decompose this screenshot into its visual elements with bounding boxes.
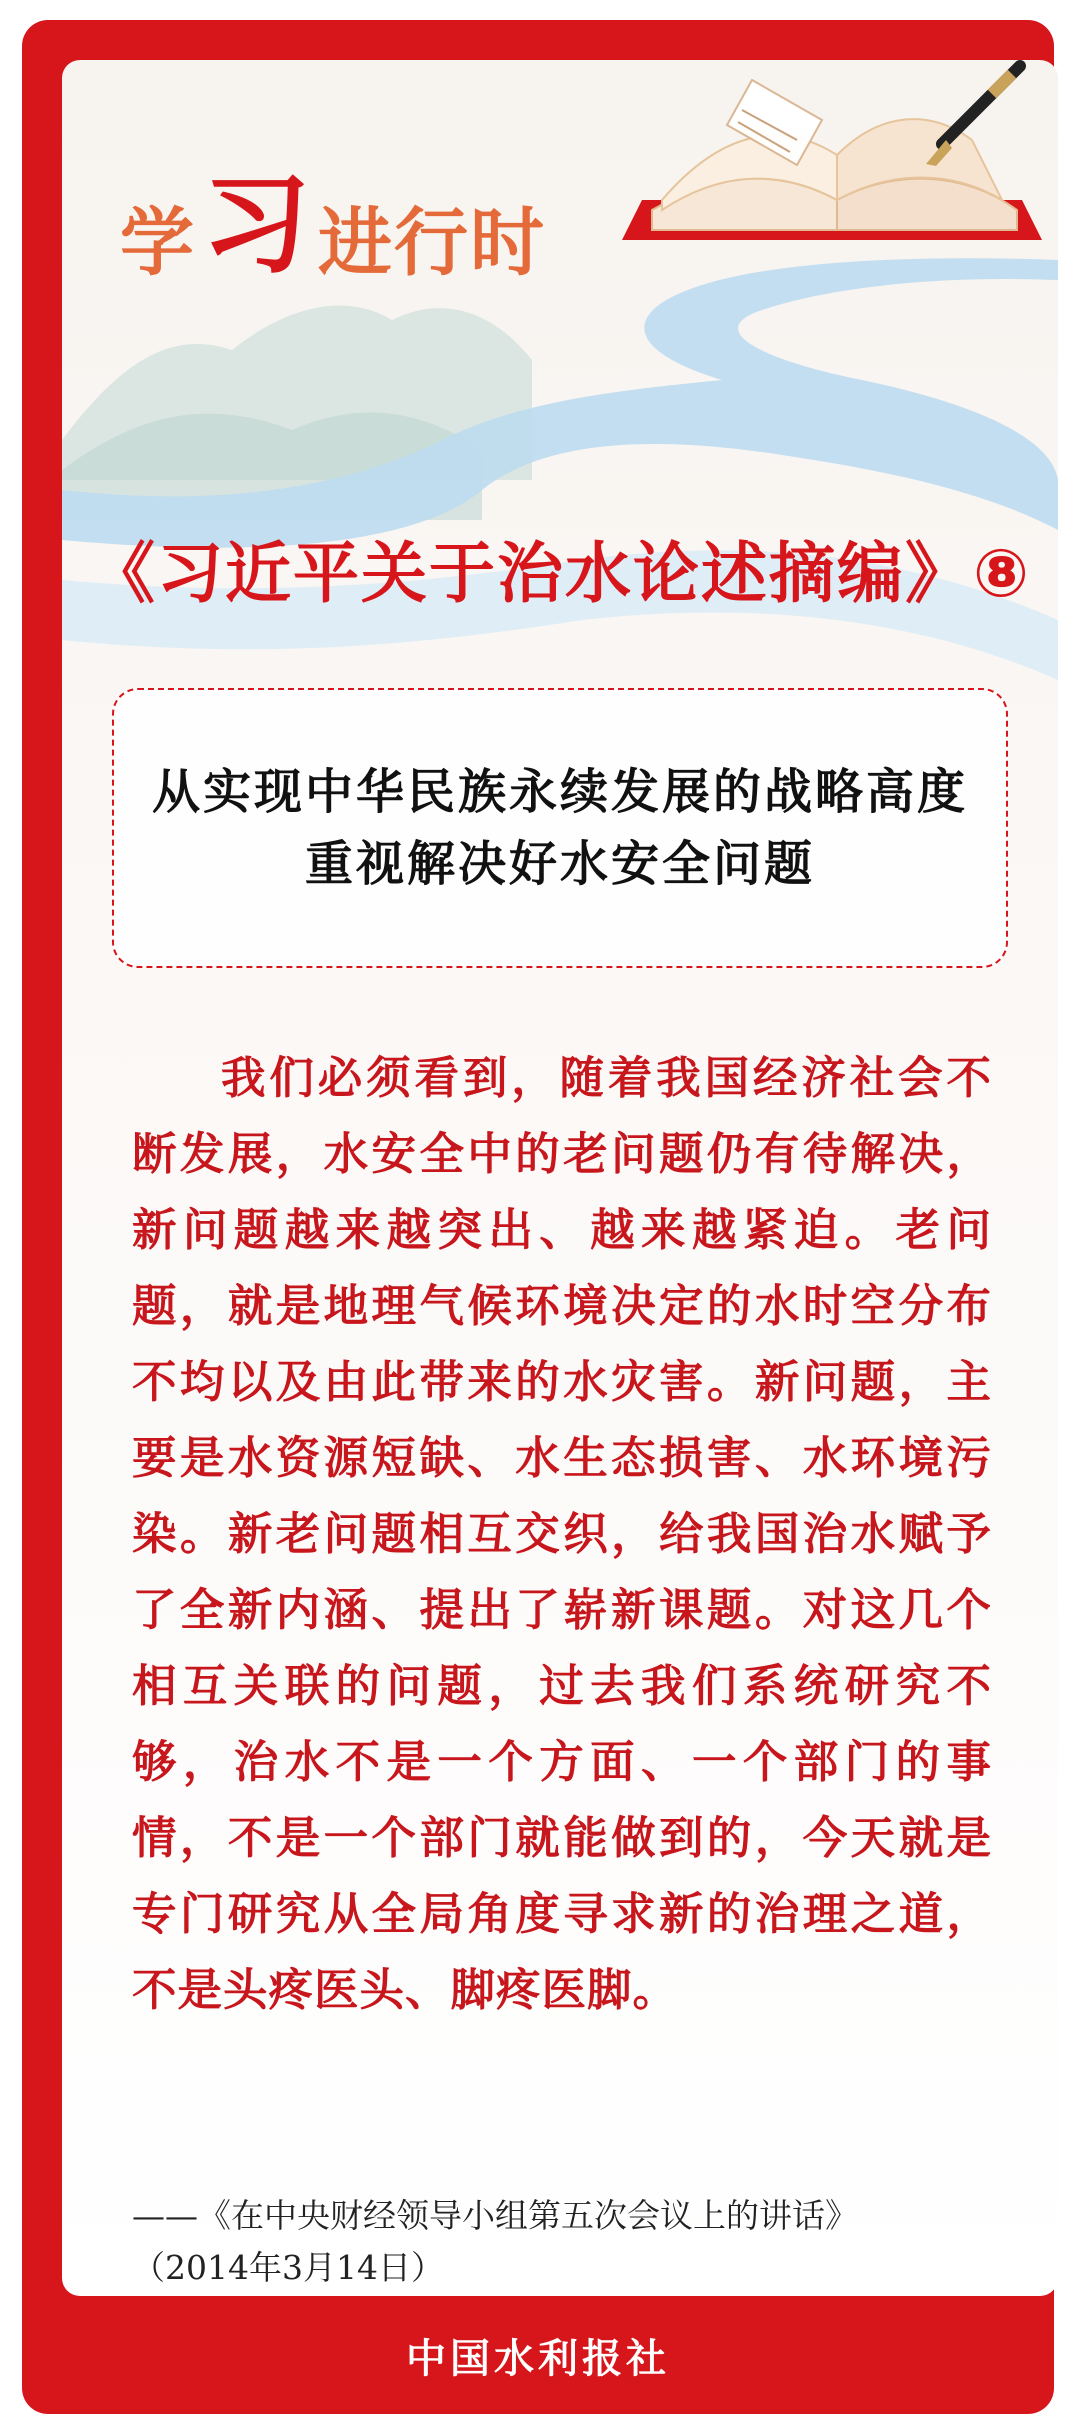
brand-char-highlight: 习 — [202, 163, 313, 288]
brand-char: 学 — [120, 200, 196, 286]
headline-box — [112, 688, 1008, 968]
source-citation — [132, 2190, 1012, 2294]
source-title: ——《在中央财经领导小组第五次会议上的讲话》 — [132, 2196, 858, 2235]
column-brand-logo — [120, 160, 547, 288]
poster-content — [62, 60, 1058, 2296]
headline-line-2: 重视解决好水安全问题 — [304, 836, 815, 892]
series-title: 《习近平关于治水论述摘编》⑧ — [89, 535, 1031, 612]
poster-frame — [22, 20, 1054, 2414]
quote-body: 我们必须看到，随着我国经济社会不断发展，水安全中的老问题仍有待解决，新问题越来越突出、越来越紧迫。老问题，就是地理气候环境决定的水时空分布不均以及由此带来的水灾害。新问题，主要是水资源短缺、水生态损害、水环境污染。新老问题相互交织，给我国治水赋予了全新内涵、提出了崭新课题。对这几个相互关联的问题，过去我们系统研究不够，治水不是一个方面、一个部门的事情，不是一个部门就能做到的，今天就是专门研究从全局角度寻求新的治理之道，不是头疼医头、脚疼医脚。 — [132, 1052, 992, 2016]
source-date: （2014年3月14日） — [132, 2248, 444, 2287]
publisher-footer: 中国水利报社 — [406, 2334, 670, 2382]
headline-line-1: 从实现中华民族永续发展的战略高度 — [151, 764, 968, 820]
brand-char: 进行时 — [318, 200, 547, 286]
